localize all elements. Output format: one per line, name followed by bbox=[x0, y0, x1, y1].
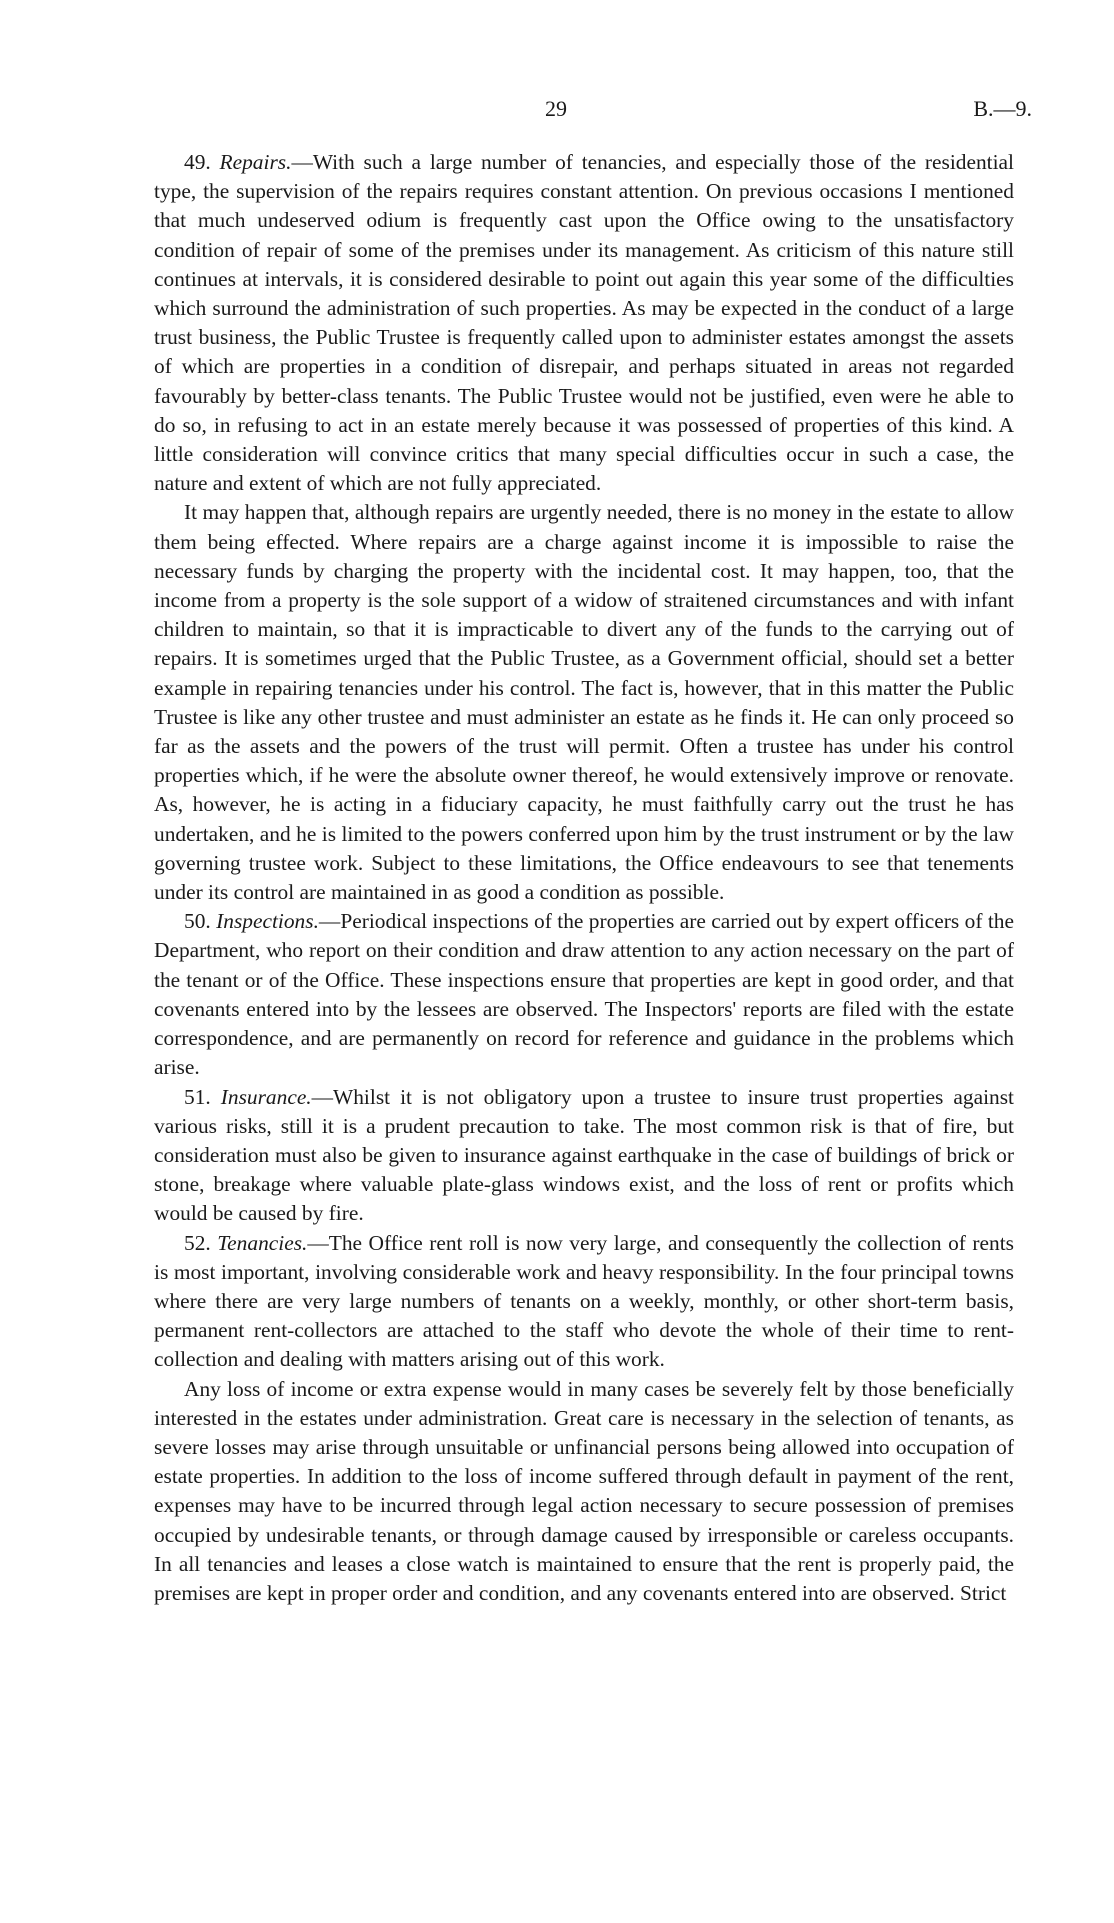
section-52-number: 52. bbox=[184, 1230, 211, 1255]
body-text bbox=[154, 148, 1014, 1608]
section-49-paragraph-2: It may happen that, although repairs are urgently needed, there is no money in the estate to allow them being effected. Where repairs are a charge against income it is impossible to raise the necessary funds by charging the property with the incidental cost. It may happen, too, that the income from a property is the sole support of a widow of straitened circumstances and with infant children to maintain, so that it is impracticable to divert any of the funds to the carrying out of repairs. It is sometimes urged that the Public Trustee, as a Government official, should set a better example in repairing tenancies under his control. The fact is, however, that in this matter the Public Trustee is like any other trustee and must administer an estate as he finds it. He can only proceed so far as the assets and the powers of the trust will permit. Often a trustee has under his control properties which, if he were the absolute owner thereof, he would extensively improve or renovate. As, however, he is acting in a fiduciary capacity, he must faithfully carry out the trust he has undertaken, and he is limited to the powers conferred upon him by the trust instrument or by the law governing trustee work. Subject to these limitations, the Office endeavours to see that tenements under its control are maintained in as good a condition as possible. bbox=[154, 500, 1014, 905]
section-49-number: 49. bbox=[184, 150, 211, 174]
section-50-heading: Inspections. bbox=[216, 909, 319, 934]
page-header bbox=[0, 96, 1114, 126]
section-52-heading: Tenancies. bbox=[217, 1230, 308, 1255]
section-52-paragraph-2: Any loss of income or extra expense would in many cases be severely felt by those beneficially interested in the estates under administration. Great care is necessary in the selection of tenants, as severe losses may arise through unsuitable or unfinancial persons being allowed into occupation of estate properties. In addition to the loss of income suffered through default in payment of the rent, expenses may have to be incurred through legal action necessary to secure possession of premises occupied by undesirable tenants, or through damage caused by irresponsible or careless occupants. In all tenancies and leases a close watch is maintained to ensure that the rent is properly paid, the premises are kept in proper order and condition, and any covenants entered into are observed. Strict bbox=[154, 1376, 1014, 1605]
section-50-lead-text: —Periodical inspections of the properties are carried out by expert officers of the Department, who report on their condition and draw attention to any action necessary on the part of the tenant or of the Office. These inspections ensure that properties are kept in good order, and that covenants entered into by the lessees are observed. The Inspectors' reports are filed with the estate correspondence, and are permanently on record for reference and guidance in the problems which arise. bbox=[154, 909, 1014, 1080]
document-reference: B.—9. bbox=[973, 96, 1032, 121]
section-49-lead-text: —With such a large number of tenancies, and especially those of the residential type, the supervision of the repairs requires constant attention. On previous occasions I mentioned that much undeserved odium is frequently cast upon the Office owing to the unsatisfactory condition of repair of some of the premises under its management. As criticism of this nature still continues at intervals, it is considered desirable to point out again this year some of the difficulties which surround the administration of such properties. As may be expected in the conduct of a large trust business, the Public Trustee is frequently called upon to administer estates amongst the assets of which are properties in a condition of disrepair, and perhaps situated in areas not regarded favourably by better-class tenants. The Public Trustee would not be justified, even were he able to do so, in refusing to act in an estate merely because it was possessed of properties of this kind. A little consideration will convince critics that many special difficulties occur in such a case, the nature and extent of which are not fully appreciated. bbox=[154, 150, 1014, 496]
section-50-number: 50. bbox=[184, 909, 211, 934]
section-52-lead-text: —The Office rent roll is now very large, and consequently the collection of rents is most important, involving considerable work and heavy responsibility. In the four principal towns where there are very large numbers of tenants on a weekly, monthly, or other short-term basis, permanent rent-collectors are attached to the staff who devote the whole of their time to rent-collection and dealing with matters arising out of this work. bbox=[154, 1230, 1014, 1372]
section-51-lead-text: —Whilst it is not obligatory upon a trustee to insure trust properties against various risks, still it is a prudent precaution to take. The most common risk is that of fire, but consideration must also be given to insurance against earthquake in the case of buildings of brick or stone, breakage where valuable plate-glass windows exist, and the loss of rent or profits which would be caused by fire. bbox=[154, 1084, 1014, 1226]
page-number: 29 bbox=[545, 96, 567, 121]
section-49-heading: Repairs. bbox=[219, 150, 292, 174]
section-51-paragraph bbox=[154, 1083, 1014, 1229]
section-51-heading: Insurance. bbox=[220, 1084, 312, 1109]
section-51-number: 51. bbox=[184, 1084, 211, 1109]
section-50-paragraph bbox=[154, 907, 1014, 1082]
section-49-paragraph bbox=[154, 148, 1014, 498]
section-52-paragraph bbox=[154, 1229, 1014, 1375]
